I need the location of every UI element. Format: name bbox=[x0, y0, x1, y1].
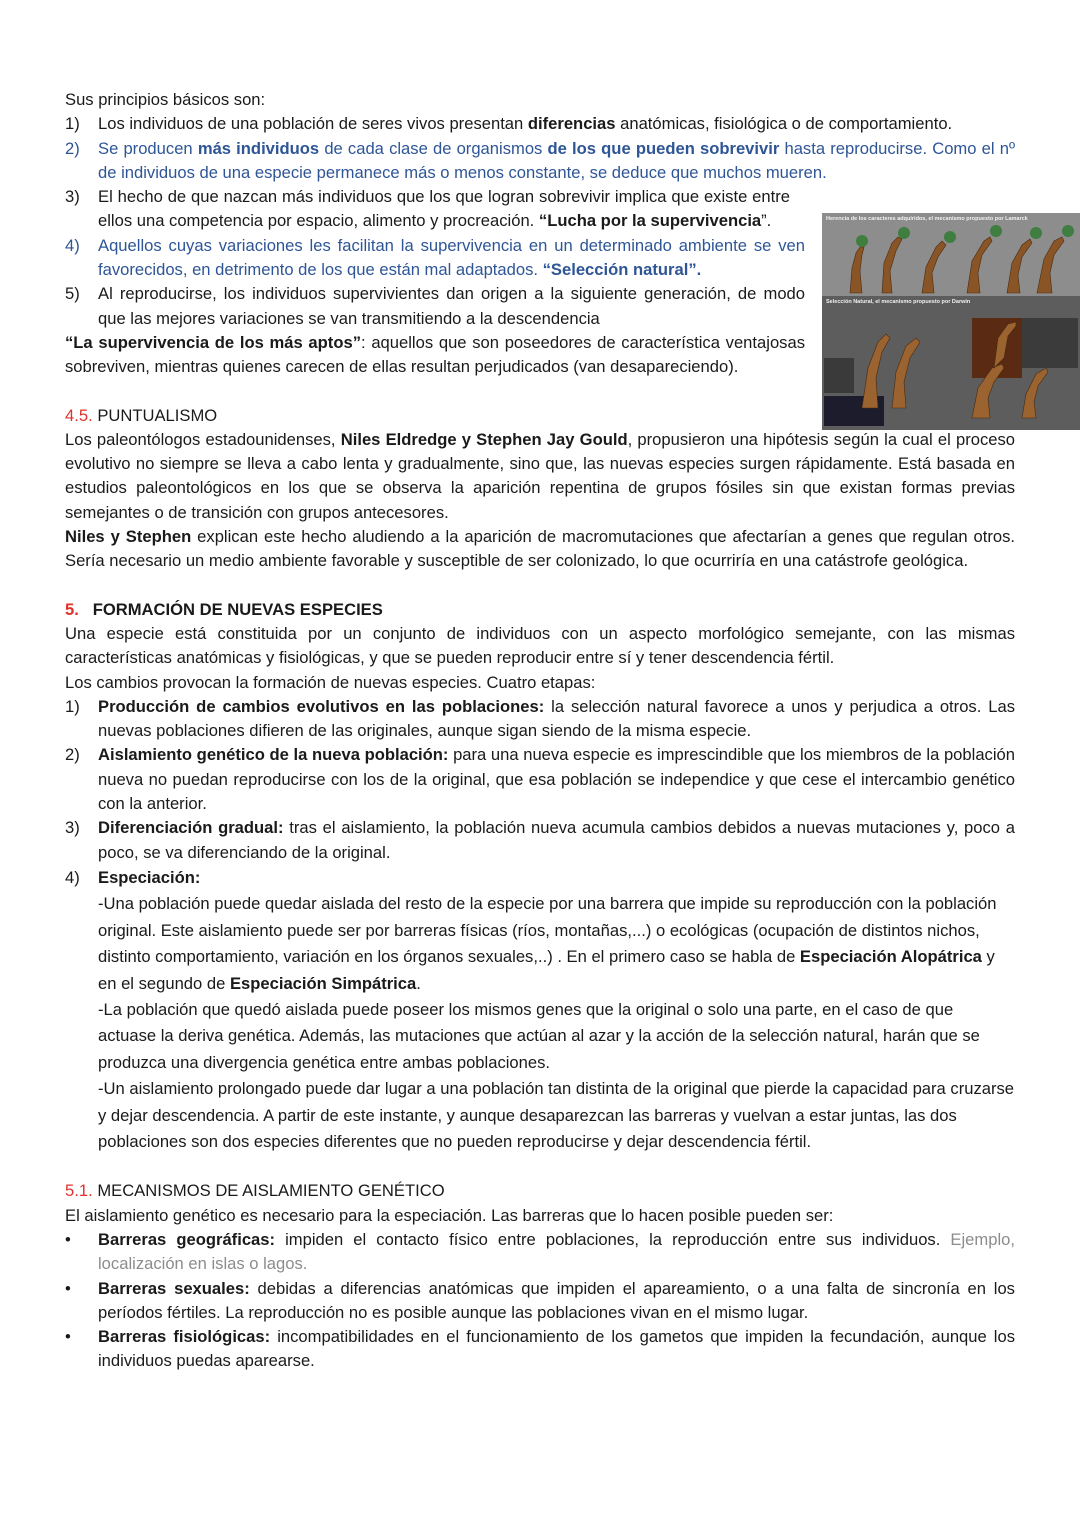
principle-bold: “Selección natural”. bbox=[542, 260, 702, 280]
paragraph-text: y en el segundo de bbox=[98, 947, 995, 993]
list-number: 3) bbox=[65, 818, 80, 838]
section-number: 5. bbox=[65, 599, 79, 619]
principle-text: Al reproducirse, los individuos supervivientes dan origen a la siguiente generación, de modo que las mejores variaciones se van transmitiendo a la descendencia bbox=[98, 284, 805, 328]
paragraph-text: Los paleontólogos estadounidenses, bbox=[65, 429, 341, 449]
puntualismo-p1 bbox=[65, 428, 1015, 525]
principle-3 bbox=[65, 185, 790, 234]
barrier-example: Ejemplo, localización en islas o lagos. bbox=[98, 1229, 1015, 1274]
paragraph-text: explican este hecho aludiendo a la aparición de macromutaciones que afectarían a genes que regulan otros. Sería necesario un medio ambiente favorable y susceptible de ser colonizado, lo que ocurriría en una catástrofe geológica. bbox=[65, 527, 1016, 571]
fittest-text: : aquellos que son poseedores de característica ventajosas sobreviven, mientras quienes carecen de ellas resultan perjudicados (van desapareciendo). bbox=[65, 332, 805, 377]
principle-bold: de los que pueden sobrevivir bbox=[547, 138, 780, 158]
principle-bold: diferencias bbox=[527, 114, 616, 134]
principle-1 bbox=[65, 112, 1015, 136]
stage-bold: Producción de cambios evolutivos en las poblaciones: bbox=[98, 696, 545, 716]
barrier-text: incompatibilidades en el funcionamiento de los gametos que impiden la fecundación, aunque los individuos puedas aparearse. bbox=[98, 1327, 1016, 1371]
bullet: • bbox=[65, 1327, 71, 1347]
list-number: 1) bbox=[65, 696, 80, 716]
barrier-sexual bbox=[65, 1277, 1015, 1326]
list-number: 2) bbox=[65, 138, 80, 158]
stages-intro: Los cambios provocan la formación de nuevas especies. Cuatro etapas: bbox=[65, 672, 596, 692]
principle-text: ”. bbox=[761, 211, 772, 231]
speciation-p1 bbox=[98, 891, 1015, 997]
stage-text: tras el aislamiento, la población nueva acumula cambios debidos a nuevas mutaciones y, poco a poco, se va diferenciando de la original. bbox=[98, 818, 1015, 862]
speciation-p3: -Un aislamiento prolongado puede dar lugar a una población tan distinta de la original que pierde la capacidad para cruzarse y dejar descendencia. A partir de este instante, y aunque desaparezcan las barreras y vuelvan a estar juntas, las dos poblaciones son dos especies diferentes que no pueden reproducirse y dejar descendencia fértil. bbox=[98, 1079, 1015, 1151]
list-number: 3) bbox=[65, 187, 80, 207]
principle-4 bbox=[65, 234, 805, 283]
stage-4 bbox=[65, 865, 1015, 1155]
principle-text: Aquellos cuyas variaciones les facilitan la supervivencia en un determinado ambiente se ven favorecidos, en detrimento de los que están mal adaptados. bbox=[98, 235, 805, 280]
principle-text: Los individuos de una población de seres vivos presentan bbox=[98, 114, 528, 134]
principle-2 bbox=[65, 137, 1015, 186]
section-title: FORMACIÓN DE NUEVAS ESPECIES bbox=[92, 599, 383, 619]
section-number: 4.5. bbox=[65, 405, 93, 425]
barrier-text: debidas a diferencias anatómicas que impiden el apareamiento, o a una falta de sincronía en los períodos fértiles. La reproducción no es posible aunque las poblaciones vivan en el mismo lugar. bbox=[98, 1278, 1015, 1322]
stage-2 bbox=[65, 743, 1015, 816]
principle-5 bbox=[65, 282, 805, 331]
paragraph-text: . bbox=[416, 973, 421, 993]
paragraph-bold: Especiación Alopátrica bbox=[799, 947, 982, 967]
section-5-heading bbox=[65, 598, 1015, 622]
list-number: 5) bbox=[65, 284, 80, 304]
principle-text: de cada clase de organismos bbox=[319, 138, 548, 158]
principle-bold: más individuos bbox=[197, 138, 320, 158]
species-definition: Una especie está constituida por un conjunto de individuos con un aspecto morfológico semejante, con las mismas características anatómicas y fisiológicas, y que se pueden reproducir entre sí y tener descendencia fértil. bbox=[65, 623, 1015, 668]
lamarck-title: Herencia de los caracteres adquiridos, el mecanismo propuesto por Lamarck bbox=[826, 216, 1028, 222]
document-page bbox=[65, 88, 1015, 1374]
bullet: • bbox=[65, 1278, 71, 1298]
stage-3 bbox=[65, 816, 1015, 865]
list-number: 4) bbox=[65, 867, 80, 887]
stage-1 bbox=[65, 695, 1015, 744]
paragraph-text: , propusieron una hipótesis según la cual el proceso evolutivo no siempre se lleva a cabo lenta y gradualmente, sino que, las nuevas especies surgen rápidamente. Está basada en estudios paleontológicos en los que se observa la aparición repentina de grupos fósiles sin que existan formas previas semejantes o de transición con grupos antecesores. bbox=[65, 429, 1016, 522]
principle-text: Se producen bbox=[98, 138, 198, 158]
list-number: 1) bbox=[65, 114, 80, 134]
stage-bold: Aislamiento genético de la nueva población: bbox=[98, 745, 449, 765]
fittest-paragraph bbox=[65, 331, 805, 380]
section-title: MECANISMOS DE AISLAMIENTO GENÉTICO bbox=[97, 1181, 445, 1201]
section-number: 5.1. bbox=[65, 1181, 93, 1201]
principles-intro: Sus principios básicos son: bbox=[65, 90, 266, 109]
puntualismo-p2 bbox=[65, 525, 1015, 574]
darwin-title: Selección Natural, el mecanismo propuesto por Darwin bbox=[826, 299, 971, 305]
barrier-text: impiden el contacto físico entre poblaciones, la reproducción entre sus individuos. bbox=[275, 1229, 951, 1249]
barrier-bold: Barreras fisiológicas: bbox=[98, 1327, 271, 1347]
principle-text: anatómicas, fisiológica o de comportamiento. bbox=[615, 114, 953, 134]
principle-text: hasta reproducirse. Como el nº de individuos de una especie permanece más o menos constante, se deduce que muchos mueren. bbox=[98, 138, 1015, 182]
paragraph-text: -Una población puede quedar aislada del resto de la especie por una barrera que impide su reproducción con la población original. Este aislamiento puede ser por barreras físicas (ríos, montañas,...) o ecológicas (ocupación de distintos nichos, distinto comportamiento, variación en los órganos sexuales,..) . En el primero caso se habla de bbox=[98, 894, 997, 967]
bullet: • bbox=[65, 1229, 71, 1249]
isolation-intro: El aislamiento genético es necesario para la especiación. Las barreras que lo hacen posible pueden ser: bbox=[65, 1205, 834, 1225]
list-number: 2) bbox=[65, 745, 80, 765]
paragraph-bold: Niles Eldredge y Stephen Jay Gould bbox=[340, 429, 628, 449]
stage-bold: Especiación: bbox=[98, 867, 201, 887]
paragraph-bold: Especiación Simpátrica bbox=[229, 973, 417, 993]
barrier-geographic bbox=[65, 1228, 1015, 1277]
principle-bold: “Lucha por la supervivencia bbox=[538, 211, 762, 231]
list-number: 4) bbox=[65, 235, 80, 255]
barrier-physiological bbox=[65, 1325, 1015, 1374]
barrier-bold: Barreras geográficas: bbox=[98, 1229, 276, 1249]
stage-text: la selección natural favorece a unos y perjudica a otros. Las nuevas poblaciones difieren de las originales, aunque sigan siendo de la misma especie. bbox=[98, 696, 1015, 741]
principle-text: El hecho de que nazcan más individuos que los que logran sobrevivir implica que existe entre ellos una competencia por espacio, alimento y procreación. bbox=[98, 187, 790, 231]
section-title: PUNTUALISMO bbox=[97, 405, 218, 425]
paragraph-bold: Niles y Stephen bbox=[65, 527, 192, 547]
stage-bold: Diferenciación gradual: bbox=[98, 818, 284, 838]
stage-text: para una nueva especie es imprescindible que los miembros de la población nueva no puedan reproducirse con los de la original, que esa población se independice y que cese el intercambio genético con la anterior. bbox=[98, 745, 1015, 814]
barrier-bold: Barreras sexuales: bbox=[98, 1278, 250, 1298]
speciation-p2: -La población que quedó aislada puede poseer los mismos genes que la original o solo una parte, en el caso de que actuase la deriva genética. Además, las mutaciones que actúan al azar y la acción de la selección natural, harán que se produzca una divergencia genética entre ambas poblaciones. bbox=[98, 999, 980, 1072]
fittest-bold: “La supervivencia de los más aptos” bbox=[65, 332, 361, 352]
section-4-5-heading bbox=[65, 404, 1015, 428]
section-5-1-heading bbox=[65, 1179, 1015, 1203]
